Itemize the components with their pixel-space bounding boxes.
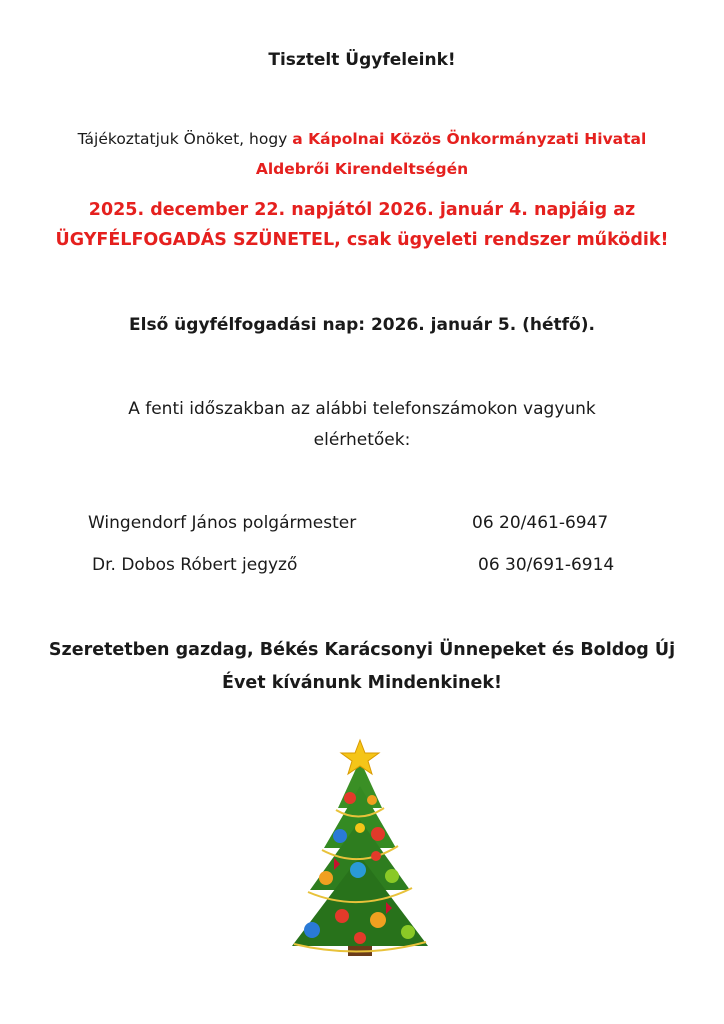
ornament — [333, 829, 347, 843]
ornament — [319, 871, 333, 885]
ornament — [370, 912, 386, 928]
wishes-line-2: Évet kívánunk Mindenkinek! — [222, 673, 502, 693]
closure-notice-text: ÜGYFÉLFOGADÁS SZÜNETEL, csak ügyeleti rendszer működik! — [55, 230, 669, 250]
intro-line-1 — [0, 130, 724, 148]
ornament — [350, 862, 366, 878]
phones-intro-line-1: A fenti időszakban az alábbi telefonszámokon vagyunk — [128, 399, 596, 419]
ornament — [335, 909, 349, 923]
ornament — [367, 795, 377, 805]
ornament — [354, 932, 366, 944]
contact-phone-notary: 06 30/691-6914 — [478, 555, 615, 575]
wishes-line-1: Szeretetben gazdag, Békés Karácsonyi Ünnepeket és Boldog Új — [48, 640, 676, 660]
contact-name-notary: Dr. Dobos Róbert jegyző — [92, 555, 298, 575]
contact-name-mayor: Wingendorf János polgármester — [88, 513, 357, 533]
christmas-tree-icon — [280, 738, 440, 964]
ornament — [344, 792, 356, 804]
greeting-heading: Tisztelt Ügyfeleink! — [268, 50, 456, 70]
closure-period-text: 2025. december 22. napjától 2026. január 4. napjáig az — [88, 200, 636, 220]
first-day-text: Első ügyfélfogadási nap: 2026. január 5. (hétfő). — [129, 315, 595, 335]
ornament — [385, 869, 399, 883]
ornament — [304, 922, 320, 938]
office-branch-text: Aldebrői Kirendeltségén — [255, 160, 469, 178]
intro-lead-text: Tájékoztatjuk Önöket, hogy — [77, 130, 293, 148]
office-name-text: a Kápolnai Közös Önkormányzati Hivatal — [292, 130, 647, 148]
contact-phone-mayor: 06 20/461-6947 — [472, 513, 609, 533]
ornament — [371, 827, 385, 841]
ornament — [401, 925, 415, 939]
ornament — [355, 823, 365, 833]
phones-intro-line-2: elérhetőek: — [313, 430, 411, 450]
ornament — [371, 851, 381, 861]
